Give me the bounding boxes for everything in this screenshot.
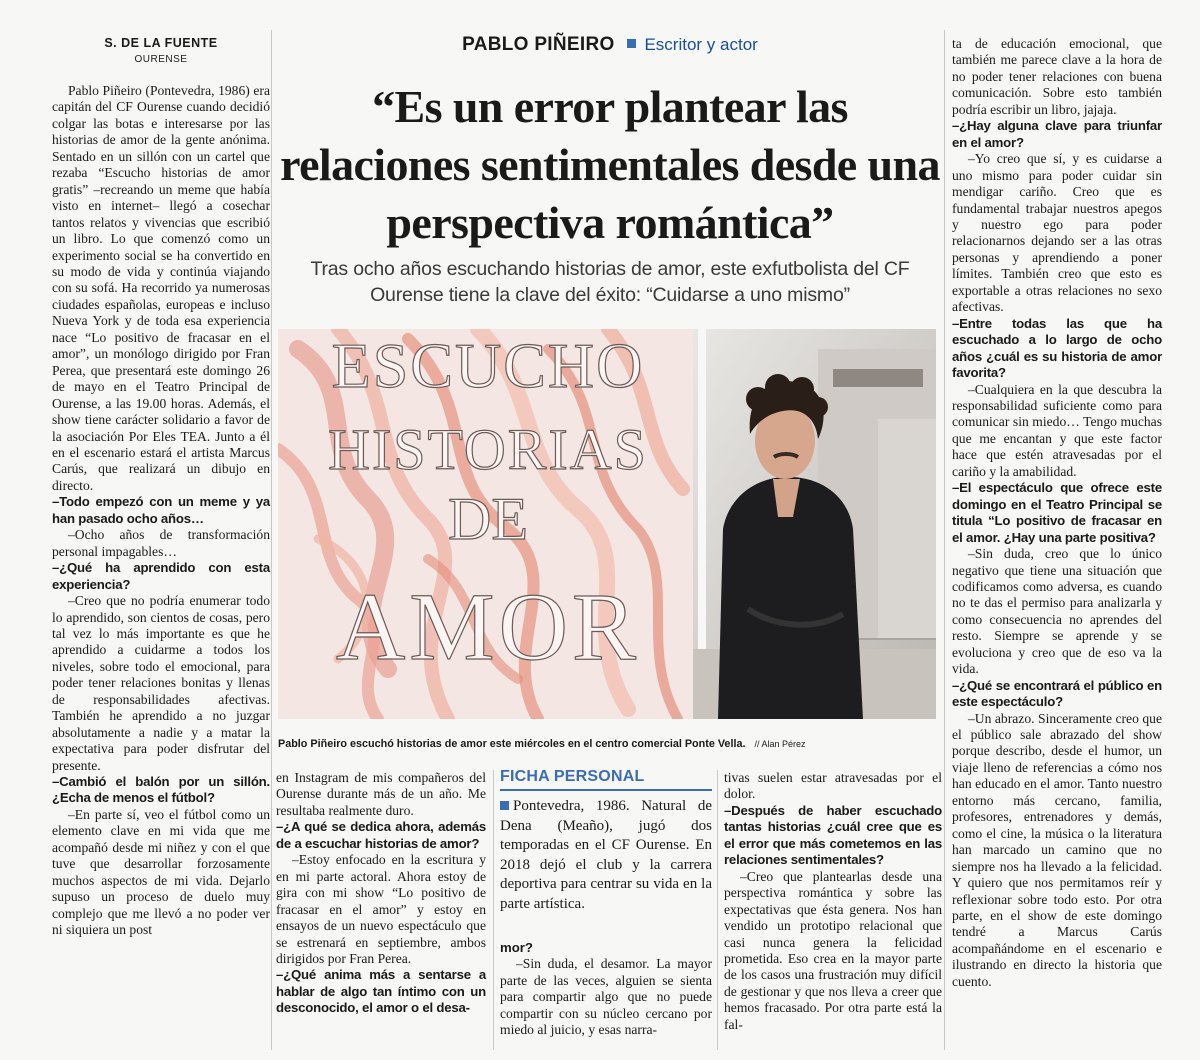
article-paragraph: –Sin duda, creo que lo único negativo que tiene una situación que codificamos como adversa, es cuando no te das el permiso para analizarla y como consecuencia no aprendes del resto. Siempre se aprende y se evoluciona y creo que de eso va la vida. [952, 546, 1162, 677]
article-paragraph: –Un abrazo. Sinceramente creo que el público sale abrazado del show porque describo, desde el humor, un viaje lleno de referencias a cómo nos han educado en el amor. Tanto nuestro entorno más cercano, familia, profesores, entrenadores y demás, como el cine, la música o la literatura han marcado un camino que no siempre nos ha llevado a la felicidad. Y quiero que nos permitamos reír y reflexionar sobre todo esto. Por otra parte, en el show de este domingo tendré a Marcus Carús acompañándome en el escenario e ilustrando en directo la historia que cuento. [952, 710, 1162, 989]
ficha-body [500, 797, 712, 914]
article-paragraph: –Ocho años de transformación personal impagables… [52, 527, 270, 559]
photo-credit: // Alan Pérez [754, 739, 806, 749]
article-paragraph: –Yo creo que sí, y es cuidarse a uno mismo para poder cuidar sin mendigar cariño. Creo que es fundamental trabajar nuestros apegos y nuestro ego para poder relacionarnos dejando ser a las otras personas y aprendiendo a poner límites. También creo que esto es exportable a otras relaciones no sexo afectivas. [952, 151, 1162, 315]
sign-line-2: HISTORIAS [328, 417, 648, 482]
interview-question: –¿Hay alguna clave para triunfar en el amor? [952, 118, 1162, 150]
article-paragraph: –Creo que no podría enumerar todo lo aprendido, son cientos de cosas, pero tal vez lo más importante es que he aprendido a cuidarme a todos los niveles, sobre todo el emocional, para poder tener relaciones bonitas y llenas de responsabilidades afectivas. También he aprendido a no juzgar absolutamente a nadie y a matar la expectativa para poder disfrutar del presente. [52, 593, 270, 773]
column-divider [717, 770, 718, 1050]
interview-question: –Entre todas las que ha escuchado a lo largo de ocho años ¿cuál es su historia de amor favorita? [952, 315, 1162, 381]
interview-question: –Cambió el balón por un sillón. ¿Echa de menos el fútbol? [52, 774, 270, 806]
article-paragraph: –Estoy enfocado en la escritura y en mi parte actoral. Ahora estoy de gira con mi show “Lo positivo de fracasar en el amor” y estoy en ensayos de un nuevo espectáculo que se estrenará en septiembre, ambos dirigidos por Fran Perea. [276, 852, 486, 966]
article-column-4 [724, 770, 942, 1033]
headline: “Es un error plantear las relaciones sentimentales desde una perspectiva romántica” [280, 81, 940, 248]
column-divider [944, 30, 945, 1050]
article-paragraph: ta de educación emocional, que también me parece clave a la hora de no poder tener relaciones con buena comunicación. Sobre esto también podría escribir un libro, jajaja. [952, 36, 1162, 117]
column-divider [271, 30, 272, 1050]
interview-question: –¿Qué anima más a sentarse a hablar de algo tan íntimo con un desconocido, el amor o el desa- [276, 967, 486, 1016]
interview-question: –Después de haber escuchado tantas historias ¿cuál cree que es el error que más cometemos en las relaciones sentimentales? [724, 802, 942, 868]
article-column-3 [500, 940, 712, 1039]
sign-line-3: DE [448, 486, 528, 552]
column-divider [493, 770, 494, 1050]
interview-question: –¿Qué se encontrará el público en este espectáculo? [952, 677, 1162, 710]
article-paragraph: en Instagram de mis compañeros del Ourense durante más de un año. Me resultaba realmente duro. [276, 770, 486, 818]
sign-line-4: AMOR [335, 573, 641, 680]
interview-question: mor? [500, 940, 533, 955]
kicker-role: Escritor y actor [644, 35, 758, 54]
byline-city: OURENSE [134, 54, 188, 65]
interview-question: –¿A qué se dedica ahora, además de a escuchar historias de amor? [276, 819, 486, 851]
article-kicker [280, 34, 940, 56]
kicker-name: PABLO PIÑEIRO [462, 34, 615, 55]
square-bullet-icon [500, 801, 509, 810]
article-paragraph: Pablo Piñeiro (Pontevedra, 1986) era capitán del CF Ourense cuando decidió colgar las botas e interesarse por las historias de amor de la gente anónima. Sentado en un sillón con un cartel que rezaba “Escucho historias de amor gratis” –recreando un meme que había visto en internet– llegó a cosechar tantos relatos y vivencias que escribió un libro. Lo que comenzó como un experimento social se ha convertido en su modo de vida y continúa viajando con su sofá. Ha recorrido ya numerosas ciudades españolas, europeas e incluso Nueva York y de toda esa experiencia nace “Lo positivo de fracasar en el amor”, un monólogo dirigido por Fran Perea, que presentará este domingo 26 de mayo en el Teatro Principal de Ourense, a las 19.00 horas. Además, el show tiene carácter solidario a favor de la asociación Por Eles TEA. Junto a él en el escenario estará el artista Marcus Carús, que realizará un dibujo en directo. [52, 83, 270, 493]
article-paragraph: tivas suelen estar atravesadas por el dolor. [724, 770, 942, 802]
byline-author: S. DE LA FUENTE [104, 36, 218, 50]
ficha-personal-box [500, 768, 712, 914]
interview-question: –El espectáculo que ofrece este domingo en el Teatro Principal se titula “Lo positivo de fracasar en el amor. ¿Hay una parte positiva? [952, 480, 1162, 545]
article-photo [278, 329, 936, 719]
article-column-2 [276, 770, 486, 1017]
article-paragraph: –Creo que plantearlas desde una perspectiva romántica y sobre las expectativas que ésta genera. Nos han vendido un prototipo relacional que casi nunca genera la felicidad prometida. Eso crea en la mayor parte de los casos una frustración muy difícil de gestionar y que nos lleva a creer que hemos fracasado. Por otra parte está la fal- [724, 868, 942, 1032]
article-column-5 [952, 36, 1162, 990]
sign-line-1: ESCUCHO [331, 330, 645, 401]
ficha-text: Pontevedra, 1986. Natural de Dena (Meaño), jugó dos temporadas en el CF Ourense. En 2018 dejó el club y la carrera deportiva para centrar su vida en la parte artística. [500, 798, 712, 912]
interview-question: –Todo empezó con un meme y ya han pasado ocho años… [52, 494, 270, 526]
subheadline: Tras ocho años escuchando historias de amor, este exfutbolista del CF Ourense tiene la clave del éxito: “Cuidarse a uno mismo” [310, 258, 910, 306]
byline [52, 36, 270, 65]
article-paragraph: –Cualquiera en la que descubra la responsabilidad suficiente como para comunicar sin miedo… Tengo muchas que me encantan y que este factor hace que estén atravesadas por el cariño y la amabilidad. [952, 381, 1162, 479]
caption-text: Pablo Piñeiro escuchó historias de amor este miércoles en el centro comercial Ponte Vella. [278, 738, 746, 750]
square-bullet-icon [627, 39, 636, 48]
ficha-title: FICHA PERSONAL [500, 768, 712, 791]
photo-caption [278, 738, 938, 750]
article-column-1 [52, 83, 270, 939]
article-paragraph: –Sin duda, el desamor. La mayor parte de las veces, alguien se sienta para compartir algo que no puede compartir con su núcleo cercano por miedo al juicio, y esas narra- [500, 956, 712, 1038]
interview-question: –¿Qué ha aprendido con esta experiencia? [52, 560, 270, 592]
article-paragraph: –En parte sí, veo el fútbol como un elemento clave en mi vida que me acompañó desde mi niñez y con el que tuve que desarrollar forzosamente muchos aspectos de mi vida. Dejarlo supuso un proceso de duelo muy complejo que me llevó a no poder ver ni siquiera un post [52, 806, 270, 938]
person-photo [278, 329, 936, 719]
